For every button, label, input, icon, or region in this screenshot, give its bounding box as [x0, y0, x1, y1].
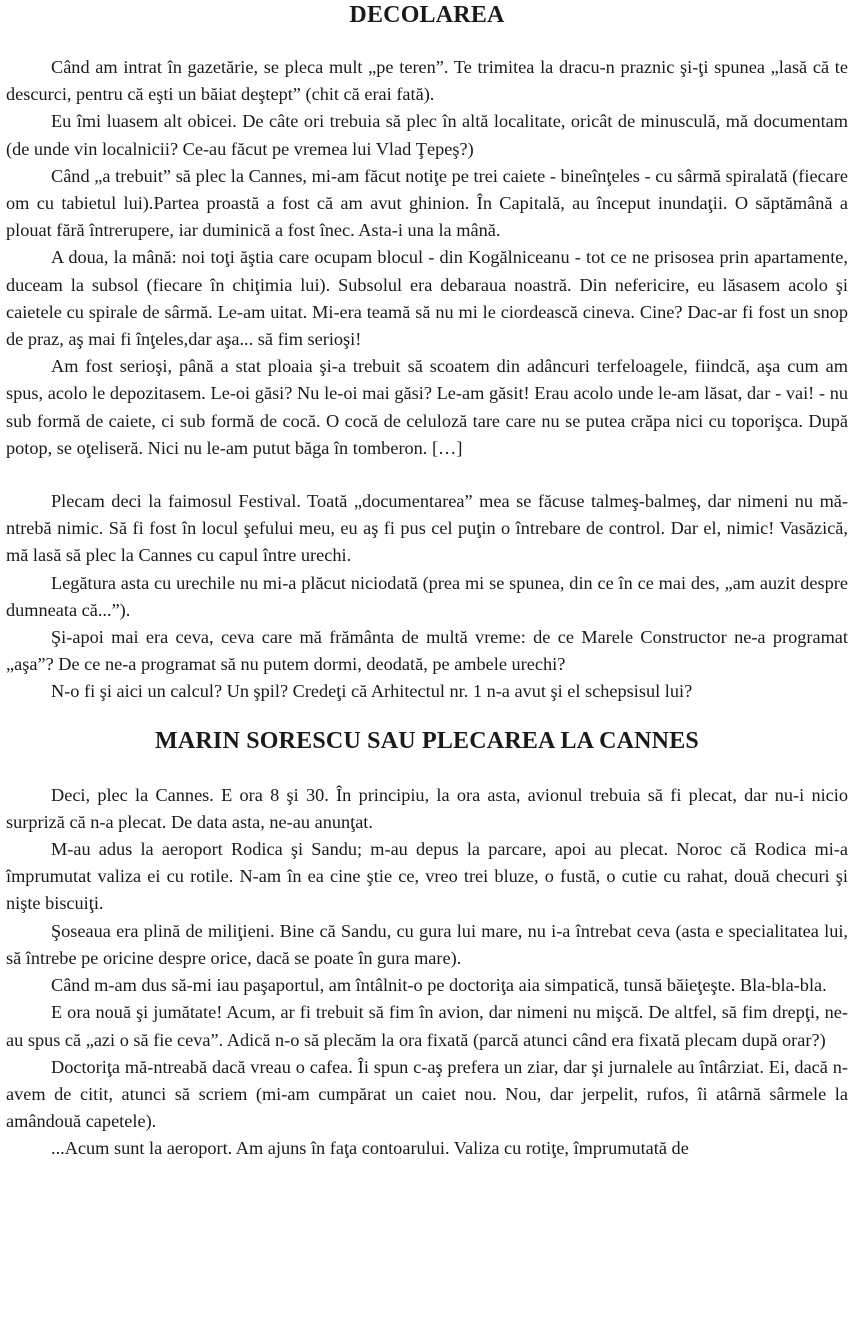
paragraph: Eu îmi luasem alt obicei. De câte ori trebuia să plec în altă localitate, oricât de minusculă, mă documentam (de unde vin localnicii? Ce-au făcut pe vremea lui Vlad Ţepeş?) [6, 111, 848, 159]
paragraph: Şoseaua era plină de miliţieni. Bine că Sandu, cu gura lui mare, nu i-a întrebat ceva (asta e specialitatea lui, să întrebe pe oricine despre orice, dacă se poate în gura mare). [6, 920, 848, 968]
paragraph: N-o fi şi aici un calcul? Un şpil? Credeţi că Arhitectul nr. 1 n-a avut şi el schepsisul lui? [51, 681, 693, 702]
paragraph: Când am intrat în gazetărie, se pleca mult „pe teren”. Te trimitea la dracu-n praznic şi-ţi spunea „lasă că te descurci, pentru că eşti un băiat deştept” (chit că erai fată). [6, 57, 848, 105]
paragraph: E ora nouă şi jumătate! Acum, ar fi trebuit să fim în avion, dar nimeni nu mişcă. De altfel, să fim drepţi, ne-au spus că „azi o să fie ceva”. Adică n-o să plecăm la ora fixată (parcă atunci când era fixată plecam după orar?) [6, 1002, 848, 1050]
paragraph: Am fost serioşi, până a stat ploaia şi-a trebuit să scoatem din adâncuri terfeloagele, fiindcă, aşa cum am spus, acolo le depozitasem. Le-oi găsi? Nu le-oi mai găsi? Le-am găsit! Erau acolo unde le-am lăsat, dar - vai! - nu sub formă de caiete, ci sub formă de cocă. O cocă de celuloză tare care nu se putea crăpa nici cu toporişca. După potop, se oţeliseră. Nici nu le-am putut băga în tomberon. […] [6, 356, 848, 458]
section-body-decolarea [6, 54, 848, 706]
paragraph: M-au adus la aeroport Rodica şi Sandu; m-au depus la parcare, apoi au plecat. Noroc că Rodica mi-a împrumutat valiza ei cu rotile. N-am în ea cine ştie ce, vreo trei bluze, o fustă, o cutie cu rahat, două checuri şi nişte biscuiţi. [6, 839, 848, 914]
section-title-decolarea: DECOLAREA [349, 2, 505, 28]
paragraph: Doctoriţa mă-ntreabă dacă vreau o cafea. Îi spun c-aş prefera un ziar, dar şi jurnalele au întârziat. Ei, dacă n-avem de citit, atunci să scriem (mi-am cumpărat un caiet nou. Nou, dar jerpelit, rufos, îi atârnă sârmele la amândouă capetele). [6, 1056, 848, 1132]
paragraph: Legătura asta cu urechile nu mi-a plăcut niciodată (prea mi se spunea, din ce în ce mai des, „am auzit despre dumneata că...”). [6, 572, 848, 620]
paragraph: A doua, la mână: noi toţi ăştia care ocupam blocul - din Kogălniceanu - tot ce ne prisosea prin apartamente, duceam la subsol (fiecare în chiţimia lui). Subsolul era debaraua noastră. Din nefericire, eu lăsasem acolo şi caietele cu spirale de sârmă. Le-am uitat. Mi-era teamă să nu mi le ciordească cineva. Cine? Dac-ar fi fost un snop de praz, aş mai fi înţeles,dar aşa... să fim serioşi! [6, 247, 848, 350]
section-body-plecarea-la-cannes [6, 782, 848, 1163]
paragraph: Deci, plec la Cannes. E ora 8 şi 30. În principiu, la ora asta, avionul trebuia să fi plecat, dar nu-i nicio surpriză că n-a plecat. De data asta, ne-au anunţat. [6, 784, 848, 832]
paragraph-break [6, 462, 848, 488]
paragraph: Când m-am dus să-mi iau paşaportul, am întâlnit-o pe doctoriţa aia simpatică, tunsă băieţeşte. Bla-bla-bla. [51, 975, 827, 996]
section-title-plecarea-la-cannes: MARIN SORESCU SAU PLECAREA LA CANNES [155, 727, 699, 754]
paragraph: Şi-apoi mai era ceva, ceva care mă frământa de multă vreme: de ce Marele Constructor ne-a programat „aşa”? De ce ne-a programat să nu putem dormi, deodată, pe ambele urechi? [6, 627, 848, 675]
paragraph: Plecam deci la faimosul Festival. Toată „documentarea” mea se făcuse talmeş-balmeş, dar nimeni nu mă-ntrebă nimic. Să fi fost în locul şefului meu, eu aş fi pus cel puţin o întrebare de control. Dar el, nimic! Vasăzică, mă lasă să plec la Cannes cu capul între urechi. [6, 491, 848, 566]
paragraph-cut-off: ...Acum sunt la aeroport. Am ajuns în faţa contoarului. Valiza cu rotiţe, împrumutată de [51, 1138, 689, 1159]
paragraph: Când „a trebuit” să plec la Cannes, mi-am făcut notiţe pe trei caiete - bineînţeles - cu sârmă spiralată (fiecare om cu tabietul lui).Partea proastă a fost că am avut ghinion. În Capitală, au început inundaţii. O săptămână a plouat fără întrerupere, iar duminică a fost înec. Asta-i una la mână. [6, 165, 848, 241]
